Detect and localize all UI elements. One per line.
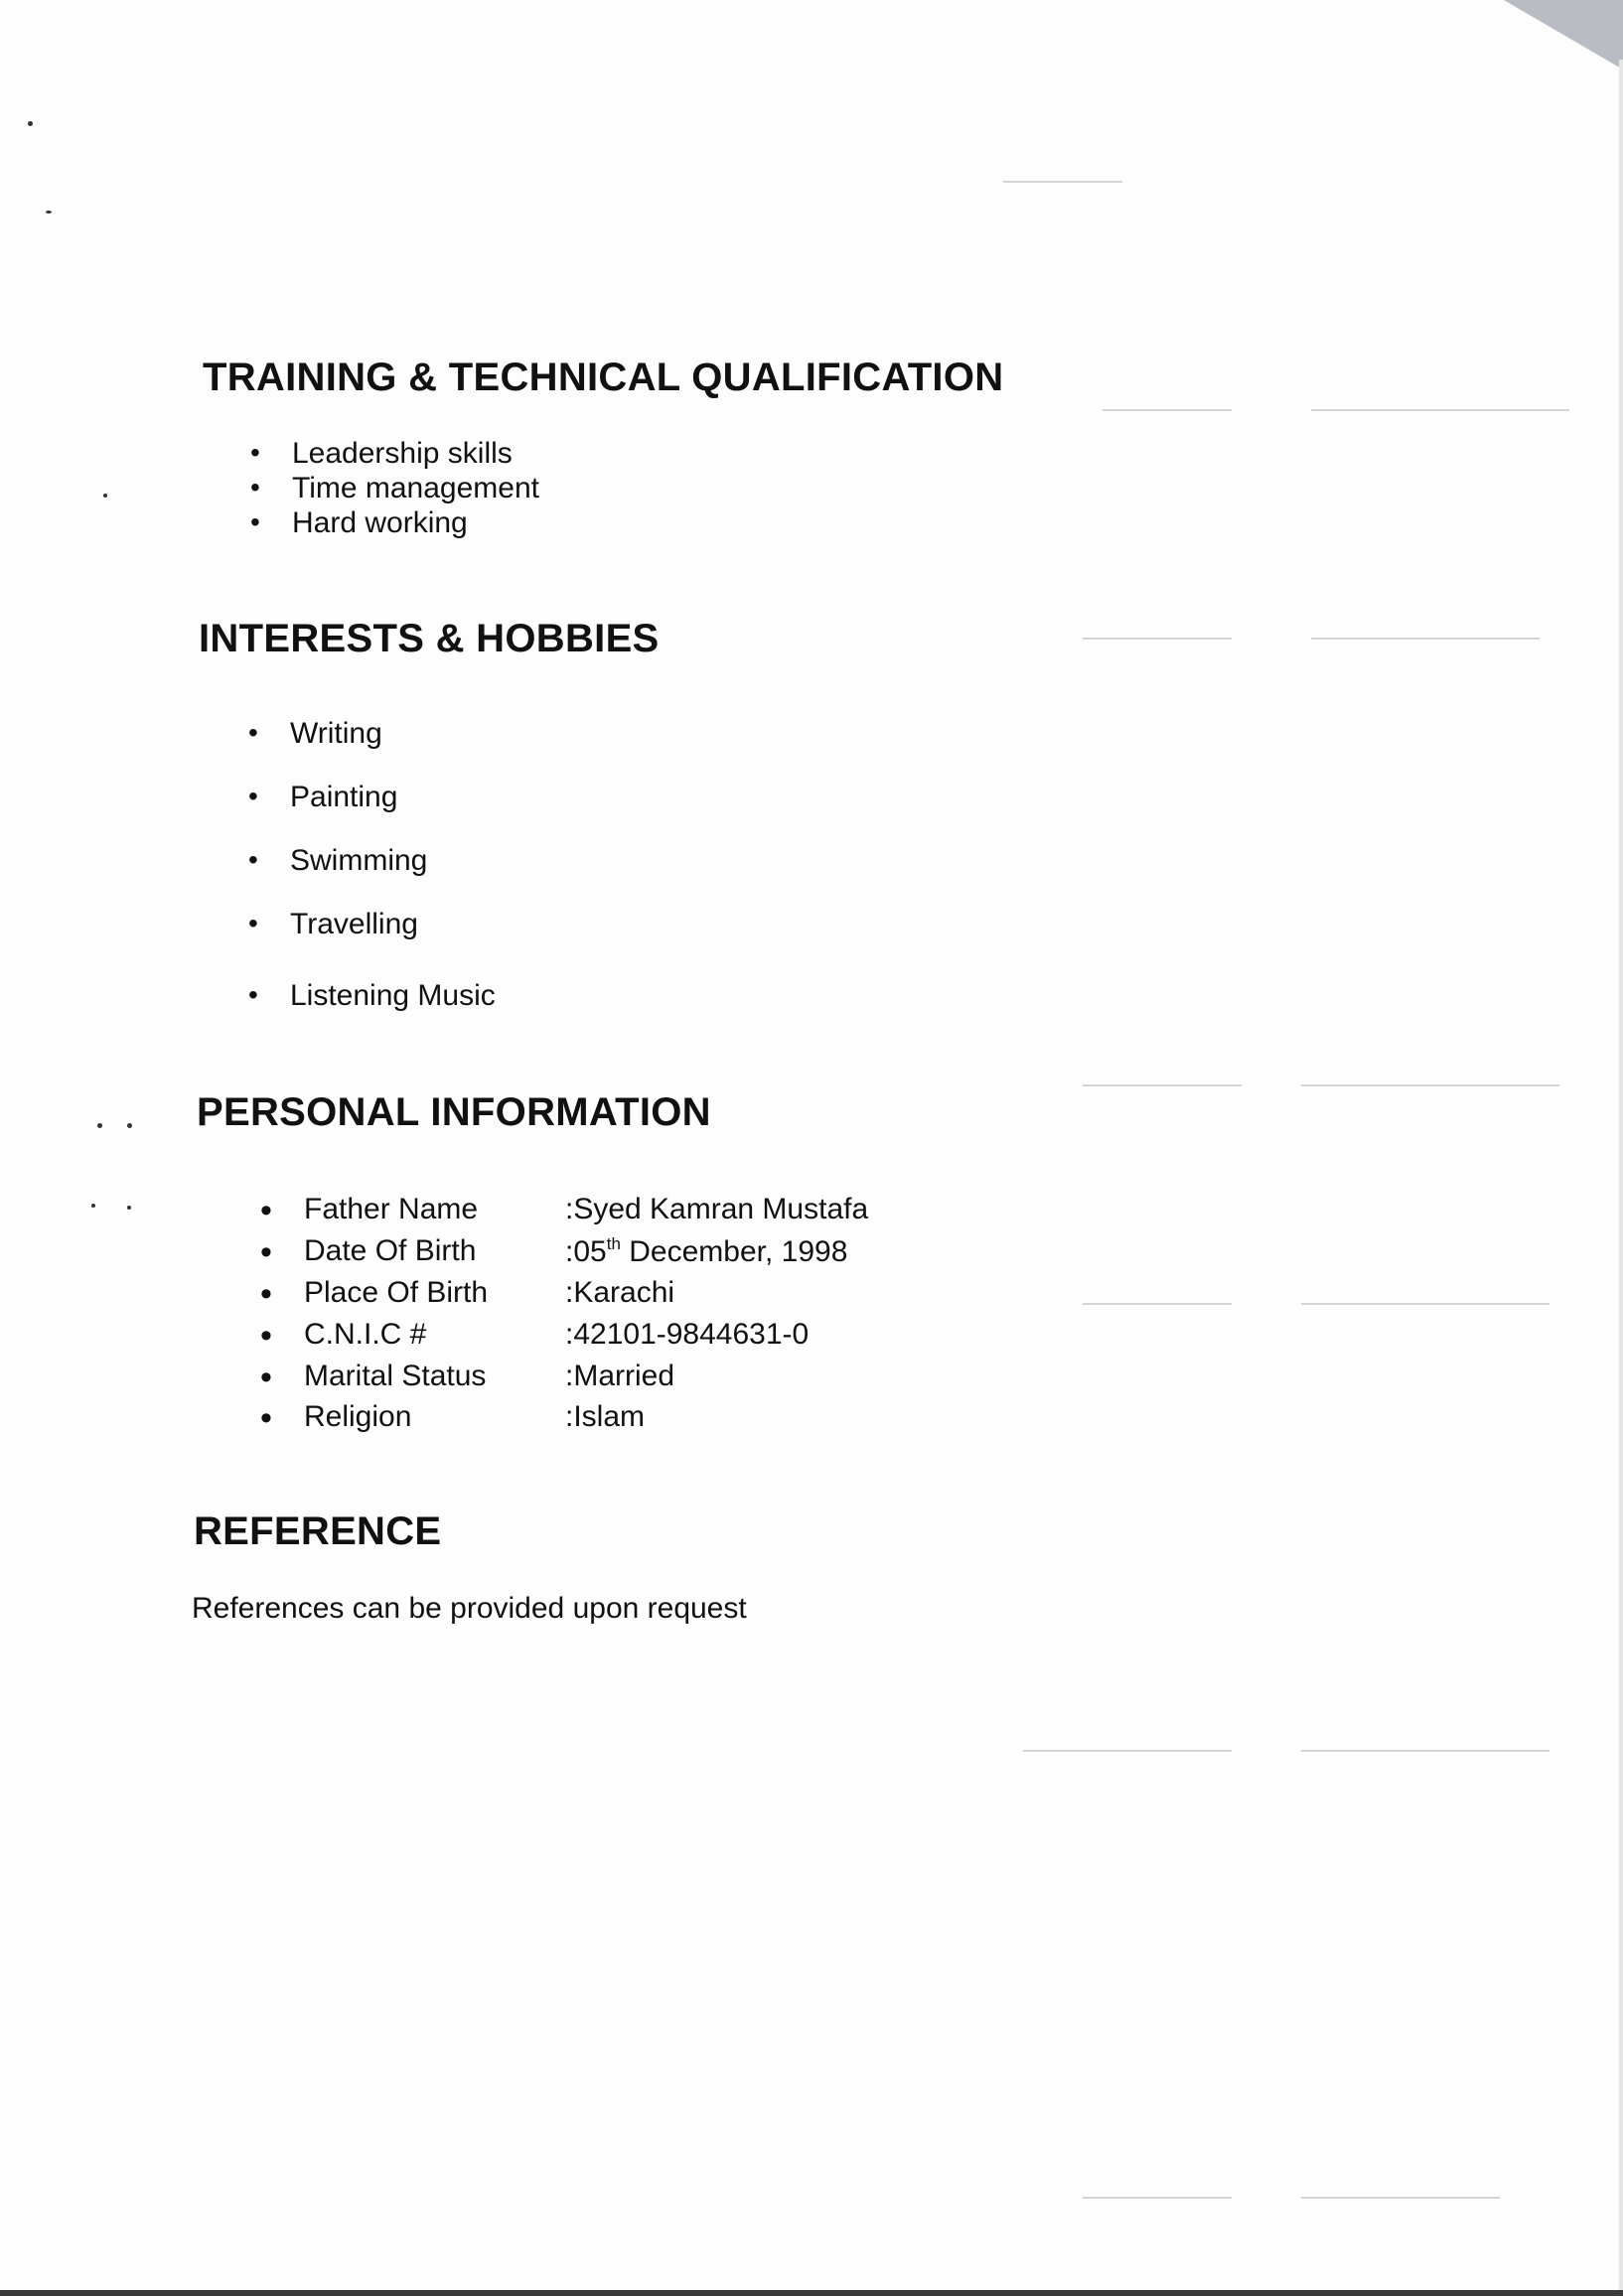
bullet: • [248, 844, 258, 875]
bullet: • [248, 717, 258, 748]
field-value [565, 1234, 847, 1269]
list-item [250, 506, 539, 541]
scan-artifact [1301, 2197, 1500, 2199]
scan-artifact [1083, 638, 1232, 640]
scan-speck [127, 1206, 131, 1210]
dob-day: :05 [565, 1235, 607, 1268]
list-item [248, 781, 496, 844]
training-heading: TRAINING & TECHNICAL QUALIFICATION [203, 356, 1004, 399]
scan-speck [91, 1204, 95, 1208]
scan-artifact [1311, 638, 1540, 640]
bullet: • [260, 1317, 272, 1355]
list-item-text: Writing [290, 717, 382, 750]
list-item-text: Swimming [290, 844, 428, 877]
bullet: • [260, 1275, 272, 1313]
list-item [248, 844, 496, 908]
page-bottom-edge [0, 2290, 1623, 2296]
field-value: :Married [565, 1360, 675, 1392]
scan-speck [127, 1123, 132, 1128]
bullet: • [260, 1192, 272, 1229]
training-list [250, 437, 539, 541]
list-item [250, 437, 539, 472]
personal-heading: PERSONAL INFORMATION [197, 1090, 711, 1134]
field-label: Father Name [304, 1193, 479, 1225]
page-right-edge [1619, 60, 1623, 2296]
bullet: • [260, 1359, 272, 1396]
field-value: :Karachi [565, 1276, 675, 1309]
field-label: C.N.I.C # [304, 1318, 427, 1351]
interests-heading: INTERESTS & HOBBIES [199, 617, 660, 660]
field-label: Marital Status [304, 1360, 487, 1392]
list-item [250, 472, 539, 506]
reference-text: References can be provided upon request [192, 1592, 747, 1625]
field-label: Religion [304, 1400, 412, 1433]
dob-month-year: December, 1998 [620, 1235, 848, 1268]
field-label: Date Of Birth [304, 1234, 477, 1267]
scan-speck [103, 494, 107, 498]
scan-artifact [1083, 1084, 1242, 1086]
bullet: • [248, 781, 258, 811]
bullet: • [248, 908, 258, 938]
scan-artifact [1023, 1750, 1232, 1752]
scan-artifact [1301, 1303, 1549, 1305]
field-value: :Syed Kamran Mustafa [565, 1193, 869, 1225]
list-item [248, 908, 496, 979]
list-item-text: Painting [290, 781, 398, 813]
list-item-text: Hard working [292, 506, 468, 539]
field-value: :Islam [565, 1400, 646, 1433]
list-item [248, 979, 496, 1019]
bullet: • [248, 979, 258, 1010]
list-item-text: Listening Music [290, 979, 496, 1012]
scan-artifact [1311, 409, 1569, 411]
scan-artifact [1083, 2197, 1232, 2199]
reference-heading: REFERENCE [194, 1509, 442, 1553]
page-corner-fold [1504, 0, 1623, 70]
bullet: • [250, 437, 260, 468]
scan-artifact [1003, 181, 1122, 183]
scan-speck [97, 1123, 102, 1128]
scan-speck [46, 211, 52, 214]
bullet: • [260, 1233, 272, 1271]
list-item [248, 717, 496, 781]
bullet: • [260, 1399, 272, 1437]
bullet: • [250, 472, 260, 502]
field-label: Place Of Birth [304, 1276, 489, 1309]
bullet: • [250, 506, 260, 537]
scan-artifact [1301, 1750, 1549, 1752]
interests-list [248, 717, 496, 1019]
scan-artifact [1103, 409, 1232, 411]
list-item-text: Travelling [290, 908, 418, 940]
list-item-text: Time management [292, 472, 539, 504]
field-value: :42101-9844631-0 [565, 1318, 810, 1351]
scan-artifact [1083, 1303, 1232, 1305]
scan-speck [28, 121, 33, 126]
dob-ordinal-suffix: th [606, 1234, 621, 1253]
scan-artifact [1301, 1084, 1559, 1086]
list-item-text: Leadership skills [292, 437, 513, 470]
